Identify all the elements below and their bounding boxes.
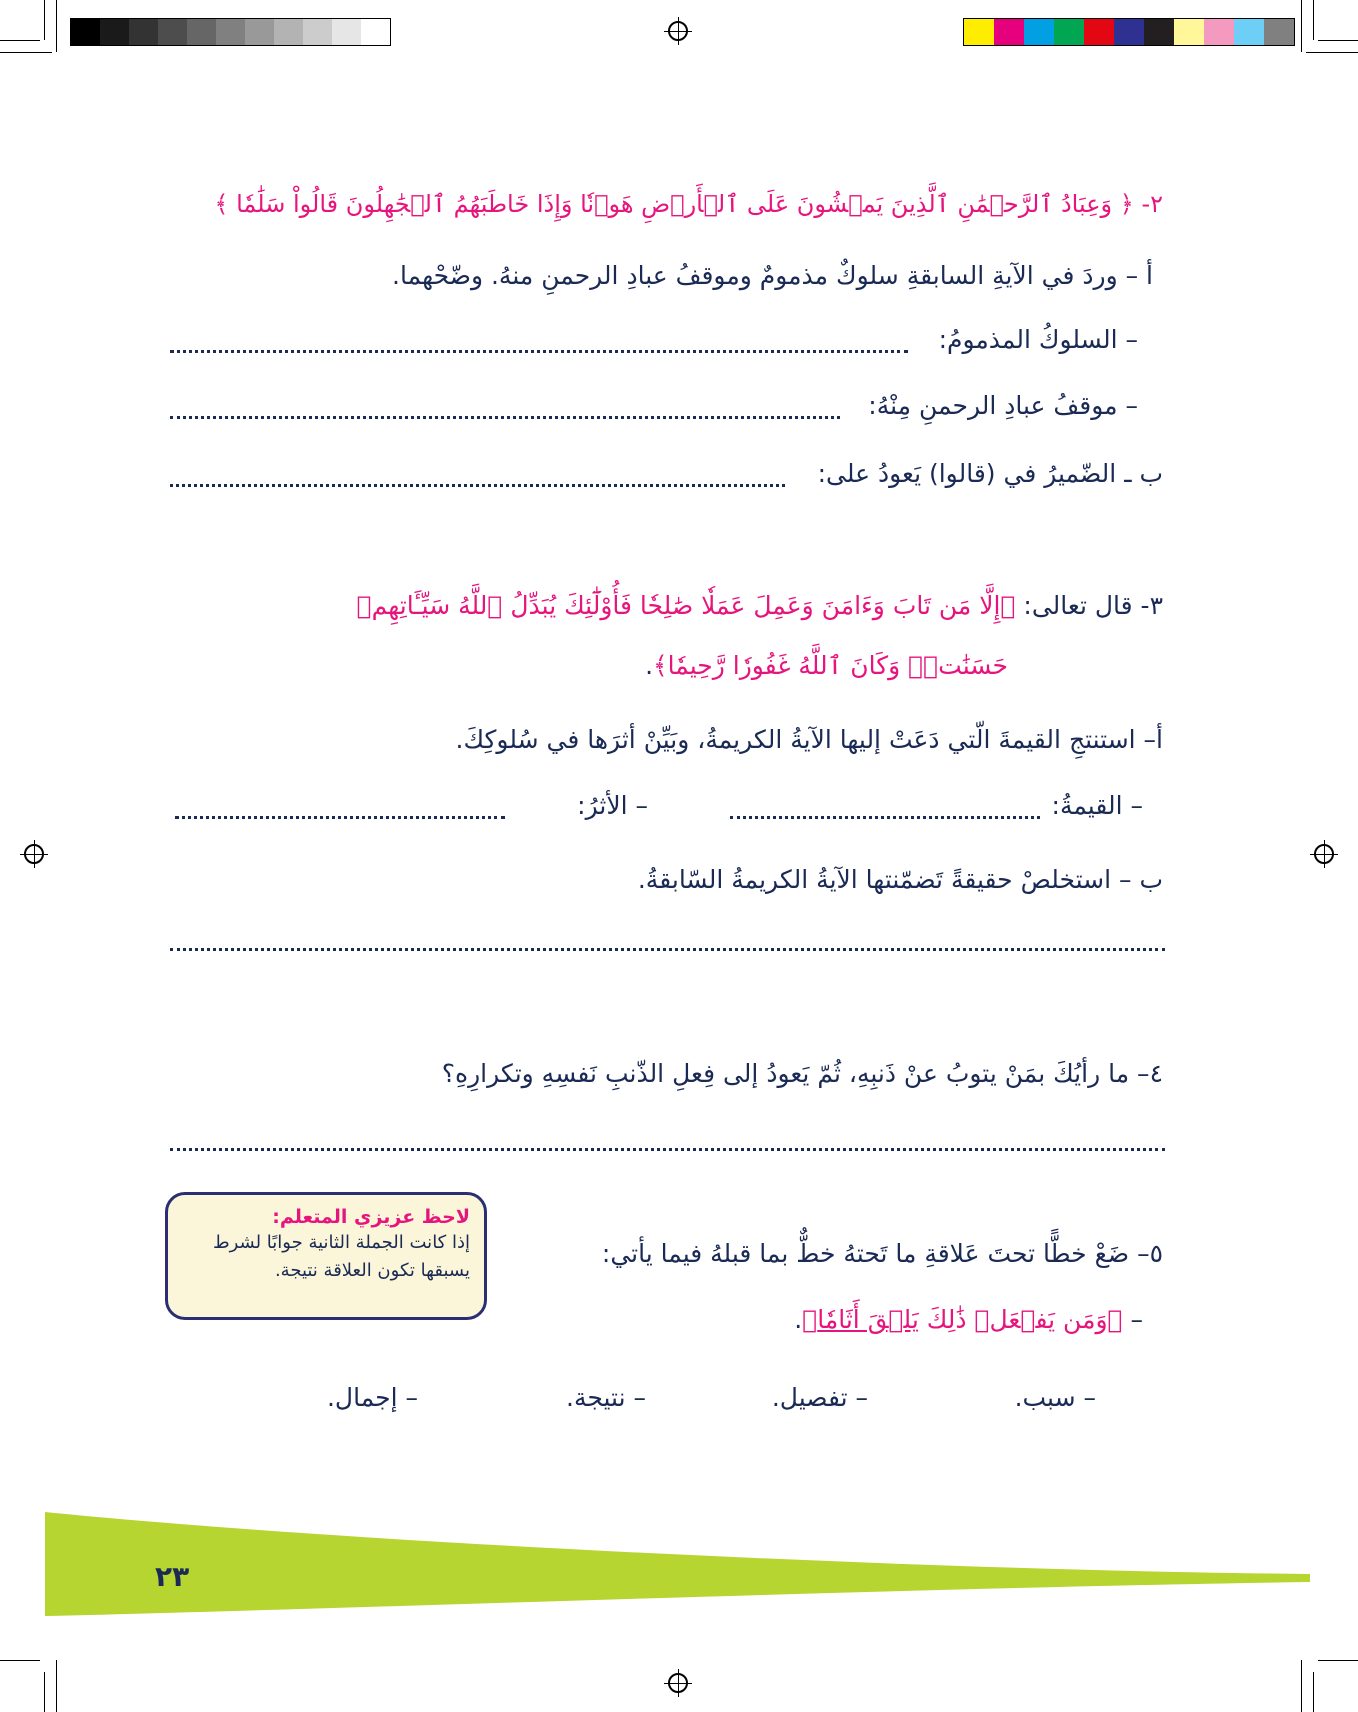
answer-line[interactable] xyxy=(170,1148,1165,1151)
q3-prefix: ٣- قال تعالى: xyxy=(1015,591,1163,620)
answer-line[interactable] xyxy=(170,948,1165,951)
page-number: ٢٣ xyxy=(155,1560,190,1593)
answer-line[interactable] xyxy=(170,484,785,487)
q3-part-a: أ– استنتجِ القيمةَ الّتي دَعَتْ إليها الآيةُ الكريمةُ، وبَيِّنْ أثرَها في سُلوكِكَ. xyxy=(455,725,1163,754)
q5-option[interactable]: – سبب. xyxy=(1014,1383,1096,1412)
crop-mark xyxy=(56,1660,57,1712)
q5-ayah-dot: . xyxy=(794,1305,803,1334)
registration-mark-top-icon xyxy=(668,21,688,41)
q3-effect-label: – الأثرُ: xyxy=(577,791,648,820)
q2-servants-stance-label: – موقفُ عبادِ الرحمنِ مِنْهُ: xyxy=(868,391,1138,420)
footer-band xyxy=(0,1500,1358,1630)
q4-question: ٤– ما رأيُكَ بمَنْ يتوبُ عنْ ذَنبِهِ، ثُمّ يَعودُ إلى فِعلِ الذّنبِ نَفسِهِ وتكرارِهِ؟ xyxy=(441,1059,1163,1088)
grayscale-calibration-bar xyxy=(70,18,391,46)
crop-mark xyxy=(1313,0,1314,40)
teacher-note-box xyxy=(165,1192,487,1320)
q5-instruction: ٥– ضَعْ خطًّا تحتَ عَلاقةِ ما تَحتهُ خطٌّ بما قبلهُ فيما يأتي: xyxy=(601,1239,1163,1268)
q5-ayah-end: ﴾ xyxy=(802,1305,818,1334)
q2-part-a: أ – وردَ في الآيةِ السابقةِ سلوكٌ مذمومٌ وموقفُ عبادِ الرحمنِ منهُ. وضّحْهما. xyxy=(392,261,1153,290)
registration-mark-left-icon xyxy=(24,844,44,864)
answer-line[interactable] xyxy=(730,816,1040,819)
q3-ayah-line2 xyxy=(645,648,1008,684)
q5-ayah-underlined: يَلۡقَ أَثَامٗا xyxy=(817,1305,919,1334)
q3-part-b: ب – استخلصْ حقيقةً تَضمّنتها الآيةُ الكريمةُ السّابقةُ. xyxy=(637,865,1163,894)
q5-option[interactable]: – إجمال. xyxy=(326,1383,418,1412)
crop-mark xyxy=(1301,0,1302,52)
crop-mark xyxy=(56,0,57,52)
crop-mark xyxy=(1306,52,1358,53)
crop-mark xyxy=(0,1660,40,1661)
answer-line[interactable] xyxy=(170,350,908,353)
crop-mark xyxy=(1318,1660,1358,1661)
crop-mark xyxy=(1301,1660,1302,1712)
crop-mark xyxy=(1318,40,1358,41)
registration-mark-bottom-icon xyxy=(668,1673,688,1693)
q3-ayah-line1 xyxy=(357,588,1163,624)
q2-ayah: ٢- ﴿ وَعِبَادُ ٱلرَّحۡمَٰنِ ٱلَّذِينَ يَمۡشُونَ عَلَى ٱلۡأَرۡضِ هَوۡنٗا وَإِذَا خَاطَبَهُمُ ٱلۡجَٰهِلُونَ قَالُواْ سَلَٰمٗا ﴾ xyxy=(214,190,1163,218)
crop-mark xyxy=(44,0,45,40)
answer-line[interactable] xyxy=(170,416,840,419)
q5-ayah-start: ﴿وَمَن يَفۡعَلۡ ذَٰلِكَ xyxy=(918,1305,1123,1334)
note-title: لاحظ عزيزي المتعلم: xyxy=(272,1206,470,1228)
q3-ayah-dot: . xyxy=(645,651,654,680)
answer-line[interactable] xyxy=(175,816,505,819)
color-calibration-bar xyxy=(963,18,1295,46)
q5-option[interactable]: – نتيجة. xyxy=(566,1383,646,1412)
crop-mark xyxy=(0,40,40,41)
q2-part-b: ب ـ الضّميرُ في (قالوا) يَعودُ على: xyxy=(817,459,1163,488)
crop-mark xyxy=(0,52,52,53)
note-line: يسبقها تكون العلاقة نتيجة. xyxy=(274,1260,470,1281)
q3-value-label: – القيمةُ: xyxy=(1051,791,1143,820)
q2-blameworthy-behavior-label: – السلوكُ المذمومُ: xyxy=(938,325,1138,354)
q3-ayah-part2: حَسَنَٰتٖۗ وَكَانَ ٱللَّهُ غَفُورٗا رَّحِيمٗا﴾ xyxy=(653,651,1008,680)
q5-dash: – xyxy=(1122,1305,1143,1334)
q5-ayah xyxy=(794,1302,1143,1338)
registration-mark-right-icon xyxy=(1314,844,1334,864)
crop-mark xyxy=(1313,1672,1314,1712)
q5-option[interactable]: – تفصيل. xyxy=(771,1383,868,1412)
note-line: إذا كانت الجملة الثانية جوابًا لشرط xyxy=(212,1232,470,1253)
q3-ayah-part1: ﴿إِلَّا مَن تَابَ وَءَامَنَ وَعَمِلَ عَمَلٗا صَٰلِحٗا فَأُوْلَٰٓئِكَ يُبَدِّلُ ٱللَّهُ سَيِّـَٔاتِهِمۡ xyxy=(356,591,1016,620)
crop-mark xyxy=(44,1672,45,1712)
